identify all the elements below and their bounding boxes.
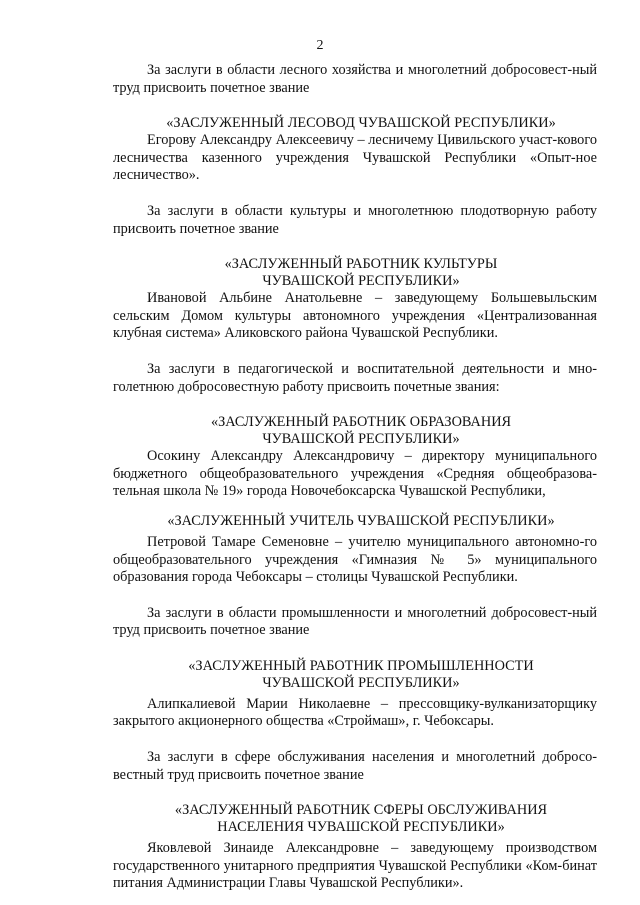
page-number: 2 (316, 38, 324, 53)
recipient-paragraph: Петровой Тамаре Семеновне – учителю муниципального автономно-го общеобразовательного учреждения «Гимназия № 5» муниципального образования города Чебоксары – столицы Чувашской Республики. (113, 533, 597, 586)
recipient-paragraph: Яковлевой Зинаиде Александровне – заведующему производством государственного унитарного предприятия Чувашской Республики «Ком-бинат питания Администрации Главы Чувашской Республики». (113, 840, 597, 892)
award-title: «ЗАСЛУЖЕННЫЙ РАБОТНИК ОБРАЗОВАНИЯ ЧУВАШСКОЙ РЕСПУБЛИКИ» (210, 414, 512, 448)
recipient-paragraph: Ивановой Альбине Анатольевне – заведующему Большевыльским сельским Домом культуры автономного учреждения «Централизованная клубная система» Аликовского района Чувашской Республики. (113, 290, 597, 342)
intro-paragraph: За заслуги в сфере обслуживания населения и многолетний добросо-вестный труд присвоить почетное звание (113, 749, 597, 783)
intro-paragraph: За заслуги в области культуры и многолетнюю плодотворную работу присвоить почетное звание (113, 202, 597, 237)
award-title: «ЗАСЛУЖЕННЫЙ РАБОТНИК СФЕРЫ ОБСЛУЖИВАНИЯ НАСЕЛЕНИЯ ЧУВАШСКОЙ РЕСПУБЛИКИ» (174, 802, 548, 836)
award-title: «ЗАСЛУЖЕННЫЙ РАБОТНИК КУЛЬТУРЫ ЧУВАШСКОЙ РЕСПУБЛИКИ» (224, 256, 498, 290)
recipient-paragraph: Алипкалиевой Марии Николаевне – прессовщику-вулканизаторщику закрытого акционерного общества «Строймаш», г. Чебоксары. (113, 695, 597, 730)
award-title: «ЗАСЛУЖЕННЫЙ ЛЕСОВОД ЧУВАШСКОЙ РЕСПУБЛИКИ» (166, 115, 556, 132)
recipient-paragraph: Осокину Александру Александровичу – директору муниципального бюджетного общеобразовательного учреждения «Средняя общеобразова-тельная школа № 19» города Новочебоксарска Чувашской Республики, (113, 448, 597, 500)
award-title: «ЗАСЛУЖЕННЫЙ УЧИТЕЛЬ ЧУВАШСКОЙ РЕСПУБЛИКИ» (167, 512, 555, 529)
recipient-paragraph: Егорову Александру Алексеевичу – лесничему Цивильского участ-кового лесничества казенного учреждения Чувашской Республики «Опыт-ное лесничество». (113, 132, 597, 184)
intro-paragraph: За заслуги в педагогической и воспитательной деятельности и мно-голетнюю добросовестную работу присвоить почетные звания: (113, 360, 597, 395)
award-title: «ЗАСЛУЖЕННЫЙ РАБОТНИК ПРОМЫШЛЕННОСТИ ЧУВАШСКОЙ РЕСПУБЛИКИ» (188, 657, 534, 691)
intro-paragraph: За заслуги в области лесного хозяйства и многолетний добросовест-ный труд присвоить почетное звание (113, 62, 597, 96)
intro-paragraph: За заслуги в области промышленности и многолетний добросовест-ный труд присвоить почетное звание (113, 604, 597, 639)
decree-body (113, 62, 597, 893)
